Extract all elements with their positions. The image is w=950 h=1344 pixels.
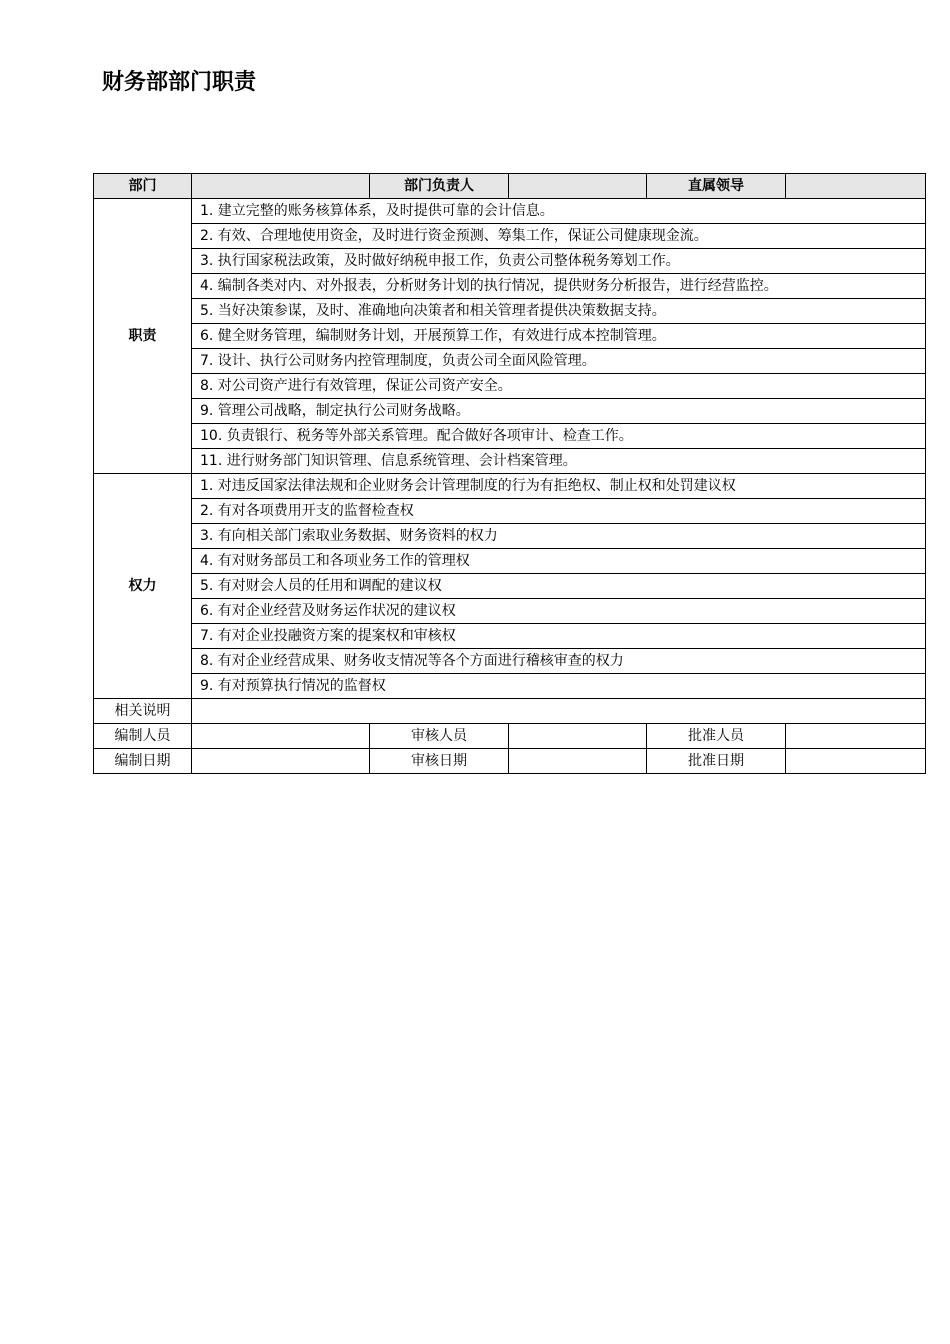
prep-date-label: 编制日期 (94, 749, 192, 774)
responsibility-item: 11. 进行财务部门知识管理、信息系统管理、会计档案管理。 (192, 449, 926, 474)
notes-row (94, 699, 926, 724)
dept-head-value[interactable] (509, 174, 647, 199)
reviewer-label: 审核人员 (370, 724, 509, 749)
responsibility-item: 10. 负责银行、税务等外部关系管理。配合做好各项审计、检查工作。 (192, 424, 926, 449)
approve-date-label: 批准日期 (647, 749, 786, 774)
responsibility-item: 9. 管理公司战略，制定执行公司财务战略。 (192, 399, 926, 424)
authority-row (94, 499, 926, 524)
responsibility-row (94, 324, 926, 349)
direct-leader-value[interactable] (786, 174, 926, 199)
authority-row (94, 649, 926, 674)
approver-value[interactable] (786, 724, 926, 749)
responsibility-item: 2. 有效、合理地使用资金，及时进行资金预测、筹集工作，保证公司健康现金流。 (192, 224, 926, 249)
responsibility-row (94, 224, 926, 249)
dept-head-label: 部门负责人 (370, 174, 509, 199)
authority-row (94, 674, 926, 699)
responsibility-item: 8. 对公司资产进行有效管理，保证公司资产安全。 (192, 374, 926, 399)
authority-row (94, 624, 926, 649)
notes-value[interactable] (192, 699, 926, 724)
header-row (94, 174, 926, 199)
responsibility-item: 6. 健全财务管理，编制财务计划，开展预算工作，有效进行成本控制管理。 (192, 324, 926, 349)
authority-label: 权力 (94, 474, 192, 699)
responsibility-item: 4. 编制各类对内、对外报表，分析财务计划的执行情况，提供财务分析报告，进行经营监控。 (192, 274, 926, 299)
signoff-row (94, 724, 926, 749)
authority-item: 1. 对违反国家法律法规和企业财务会计管理制度的行为有拒绝权、制止权和处罚建议权 (192, 474, 926, 499)
authority-row (94, 599, 926, 624)
authority-item: 5. 有对财会人员的任用和调配的建议权 (192, 574, 926, 599)
authority-item: 2. 有对各项费用开支的监督检查权 (192, 499, 926, 524)
responsibilities-label: 职责 (94, 199, 192, 474)
responsibility-table (93, 173, 926, 774)
review-date-value[interactable] (509, 749, 647, 774)
responsibility-row (94, 299, 926, 324)
authority-row (94, 474, 926, 499)
review-date-label: 审核日期 (370, 749, 509, 774)
authority-item: 7. 有对企业投融资方案的提案权和审核权 (192, 624, 926, 649)
notes-label: 相关说明 (94, 699, 192, 724)
responsibility-row (94, 274, 926, 299)
responsibility-row (94, 199, 926, 224)
authority-item: 6. 有对企业经营及财务运作状况的建议权 (192, 599, 926, 624)
preparer-value[interactable] (192, 724, 370, 749)
reviewer-value[interactable] (509, 724, 647, 749)
responsibility-row (94, 424, 926, 449)
authority-row (94, 524, 926, 549)
dept-value[interactable] (192, 174, 370, 199)
responsibility-row (94, 449, 926, 474)
approve-date-value[interactable] (786, 749, 926, 774)
authority-item: 9. 有对预算执行情况的监督权 (192, 674, 926, 699)
responsibility-row (94, 249, 926, 274)
responsibility-row (94, 399, 926, 424)
responsibility-row (94, 374, 926, 399)
authority-item: 4. 有对财务部员工和各项业务工作的管理权 (192, 549, 926, 574)
authority-item: 8. 有对企业经营成果、财务收支情况等各个方面进行稽核审查的权力 (192, 649, 926, 674)
prep-date-value[interactable] (192, 749, 370, 774)
date-row (94, 749, 926, 774)
authority-row (94, 549, 926, 574)
responsibility-item: 5. 当好决策参谋，及时、准确地向决策者和相关管理者提供决策数据支持。 (192, 299, 926, 324)
responsibility-item: 7. 设计、执行公司财务内控管理制度，负责公司全面风险管理。 (192, 349, 926, 374)
approver-label: 批准人员 (647, 724, 786, 749)
responsibility-item: 3. 执行国家税法政策，及时做好纳税申报工作，负责公司整体税务筹划工作。 (192, 249, 926, 274)
dept-label: 部门 (94, 174, 192, 199)
page-title: 财务部部门职责 (102, 70, 257, 95)
authority-row (94, 574, 926, 599)
responsibility-row (94, 349, 926, 374)
direct-leader-label: 直属领导 (647, 174, 786, 199)
responsibility-item: 1. 建立完整的账务核算体系，及时提供可靠的会计信息。 (192, 199, 926, 224)
authority-item: 3. 有向相关部门索取业务数据、财务资料的权力 (192, 524, 926, 549)
preparer-label: 编制人员 (94, 724, 192, 749)
